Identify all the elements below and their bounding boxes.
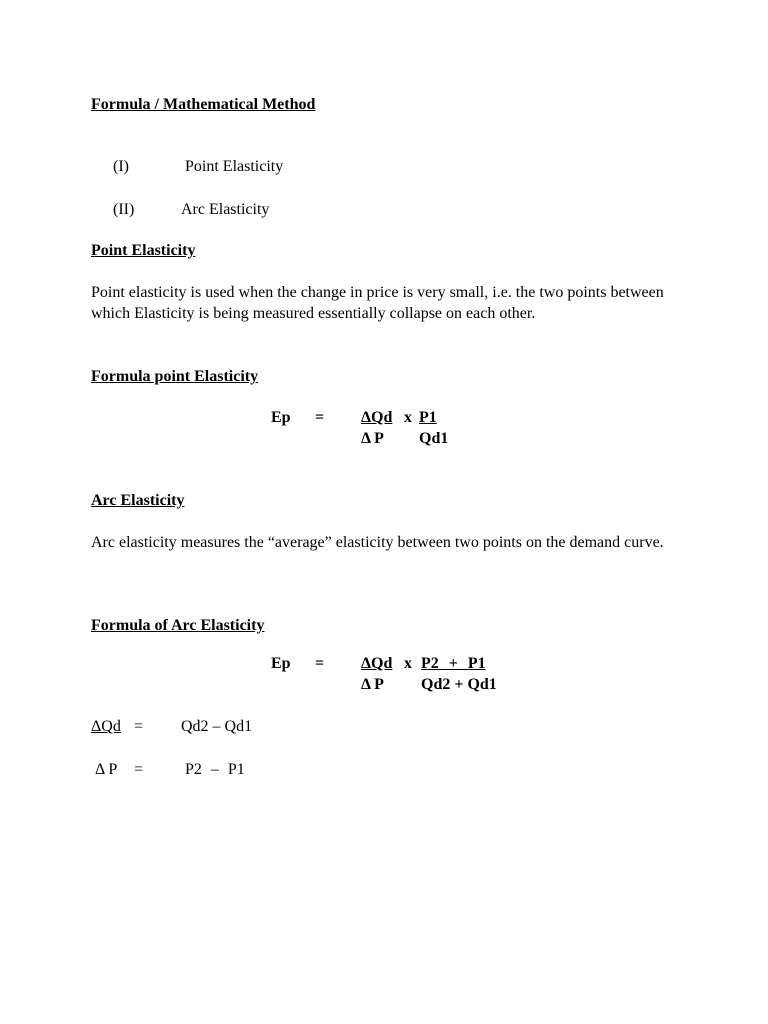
formula-equals: = [315, 655, 325, 672]
formula-heading-arc: Formula of Arc Elasticity [91, 617, 265, 634]
formula-denominator-delta-p: Δ P [361, 676, 384, 693]
formula-denominator-qd-sum: Qd2 + Qd1 [421, 676, 497, 693]
list-item-number: (I) [113, 158, 129, 175]
definition-lhs: ΔQd [91, 718, 121, 735]
list-item-number: (II) [113, 201, 135, 218]
arc-elasticity-paragraph: Arc elasticity measures the “average” elasticity between two points on the demand curve. [91, 534, 664, 551]
definition-rhs: P2 – P1 [185, 761, 245, 778]
formula-numerator-p: P1 [419, 409, 437, 426]
formula-equals: = [315, 409, 325, 426]
definition-equals: = [134, 718, 144, 735]
formula-heading-point: Formula point Elasticity [91, 368, 259, 385]
definition-equals: = [134, 761, 144, 778]
section-heading-point-elasticity: Point Elasticity [91, 242, 196, 259]
formula-numerator-delta-qd: ΔQd [361, 409, 393, 426]
formula-numerator-delta-qd: ΔQd [361, 655, 393, 672]
point-elasticity-paragraph: Point elasticity is used when the change in price is very small, i.e. the two points between which Elasticity is being measured essentially collapse on each other. [91, 284, 664, 322]
formula-times: x [404, 409, 412, 426]
formula-numerator-p-sum: P2 + P1 [421, 655, 486, 672]
list-item-text: Point Elasticity [185, 158, 284, 175]
page-title: Formula / Mathematical Method [91, 96, 316, 113]
formula-lhs: Ep [271, 409, 291, 426]
definition-lhs: Δ P [95, 761, 118, 778]
formula-denominator-qd: Qd1 [419, 430, 449, 447]
list-item-text: Arc Elasticity [181, 201, 270, 218]
formula-denominator-delta-p: Δ P [361, 430, 384, 447]
formula-lhs: Ep [271, 655, 291, 672]
formula-times: x [404, 655, 412, 672]
definition-rhs: Qd2 – Qd1 [181, 718, 253, 735]
section-heading-arc-elasticity: Arc Elasticity [91, 492, 185, 509]
